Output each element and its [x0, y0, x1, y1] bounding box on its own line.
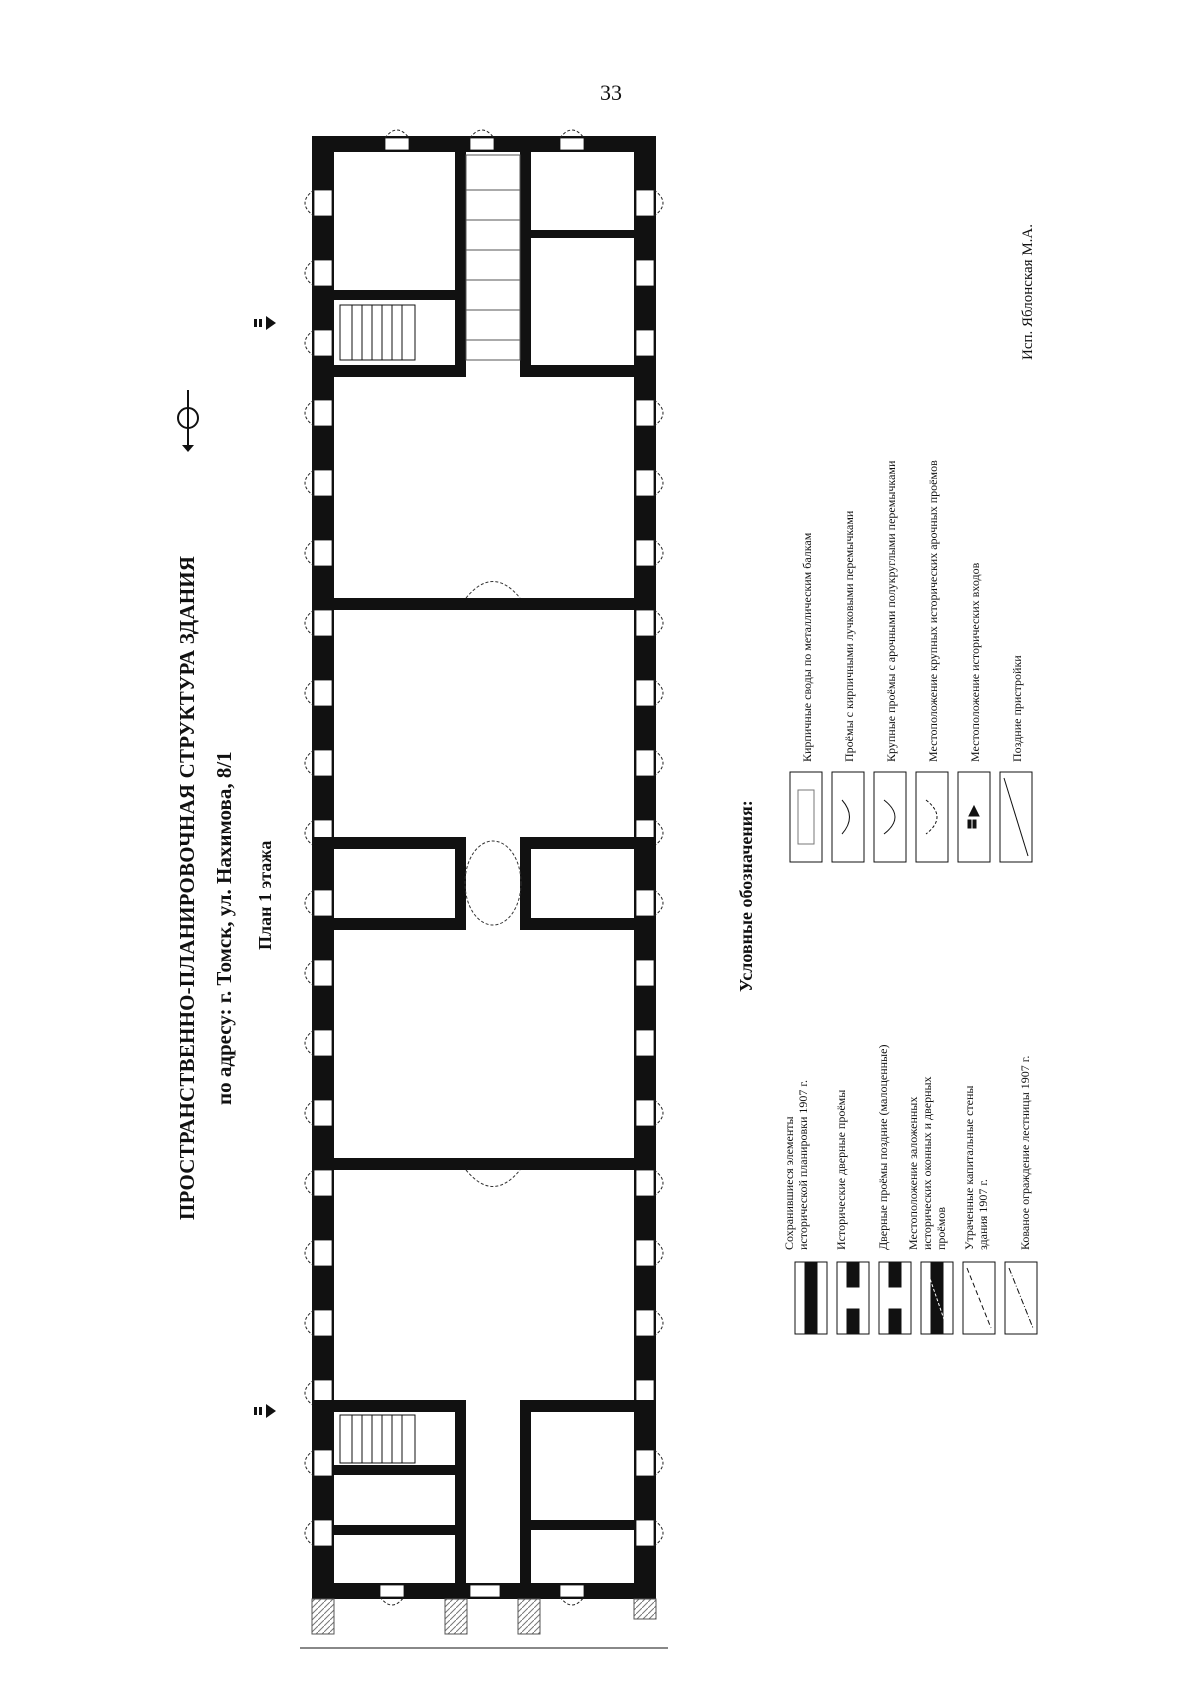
- drawing-subtitle: по адресу: г. Томск, ул. Нахимова, 8/1: [212, 751, 236, 1105]
- legend-swatches-left: [795, 1262, 1037, 1334]
- floor-label: План 1 этажа: [255, 840, 275, 950]
- page-number: 33: [600, 80, 622, 105]
- legend-label-stair-railing: Кованое ограждение лестницы 1907 г.: [1018, 1055, 1032, 1250]
- legend-label-semicircular: Крупные проёмы с арочными полукруглыми перемычками: [884, 460, 898, 762]
- stair-bottom: [340, 1415, 415, 1463]
- legend-label-late-doors: Дверные проёмы поздние (малоценные): [876, 1044, 890, 1250]
- entrance-arrow-icon: [254, 1404, 276, 1418]
- legend-label-historic-layout: Сохранившиеся элементы исторической планировки 1907 г.: [782, 1080, 810, 1250]
- entrance-arrow-icon: [254, 316, 276, 330]
- legend-label-lost-walls: Утраченные капитальные стены здания 1907 г.: [962, 1085, 990, 1250]
- arched-openings: [465, 582, 521, 1187]
- legend-label-segmental: Проёмы с кирпичными лучковыми перемычками: [842, 510, 856, 762]
- later-annexes: [300, 1599, 668, 1648]
- outer-walls: [312, 136, 656, 1599]
- interior-walls: [312, 136, 656, 1583]
- credit-line: Исп. Яблонская М.А.: [1020, 224, 1036, 360]
- legend-label-blocked-openings: Местоположение заложенных исторических оконных и дверных проёмов: [906, 1076, 948, 1250]
- stair-top: [340, 305, 415, 360]
- window-openings: [305, 130, 663, 1605]
- drawing-title: ПРОСТРАНСТВЕННО-ПЛАНИРОВОЧНАЯ СТРУКТУРА ЗДАНИЯ: [175, 555, 199, 1220]
- corridor-openings: [466, 363, 520, 1414]
- legend-label-entrances: Местоположение исторических входов: [968, 562, 982, 762]
- legend-label-vaults: Кирпичные своды по металлическим балкам: [800, 532, 814, 762]
- legend-label-historic-doors: Исторические дверные проёмы: [834, 1089, 848, 1250]
- legend-label-annexes: Поздние пристройки: [1010, 655, 1024, 762]
- legend-label-arched-locations: Местоположение крупных исторических арочных проёмов: [926, 460, 940, 762]
- north-arrow-icon: [178, 390, 198, 452]
- vault-corridor: [466, 155, 520, 360]
- legend-title: Условные обозначения:: [736, 800, 756, 992]
- legend-swatches-right: [790, 772, 1032, 862]
